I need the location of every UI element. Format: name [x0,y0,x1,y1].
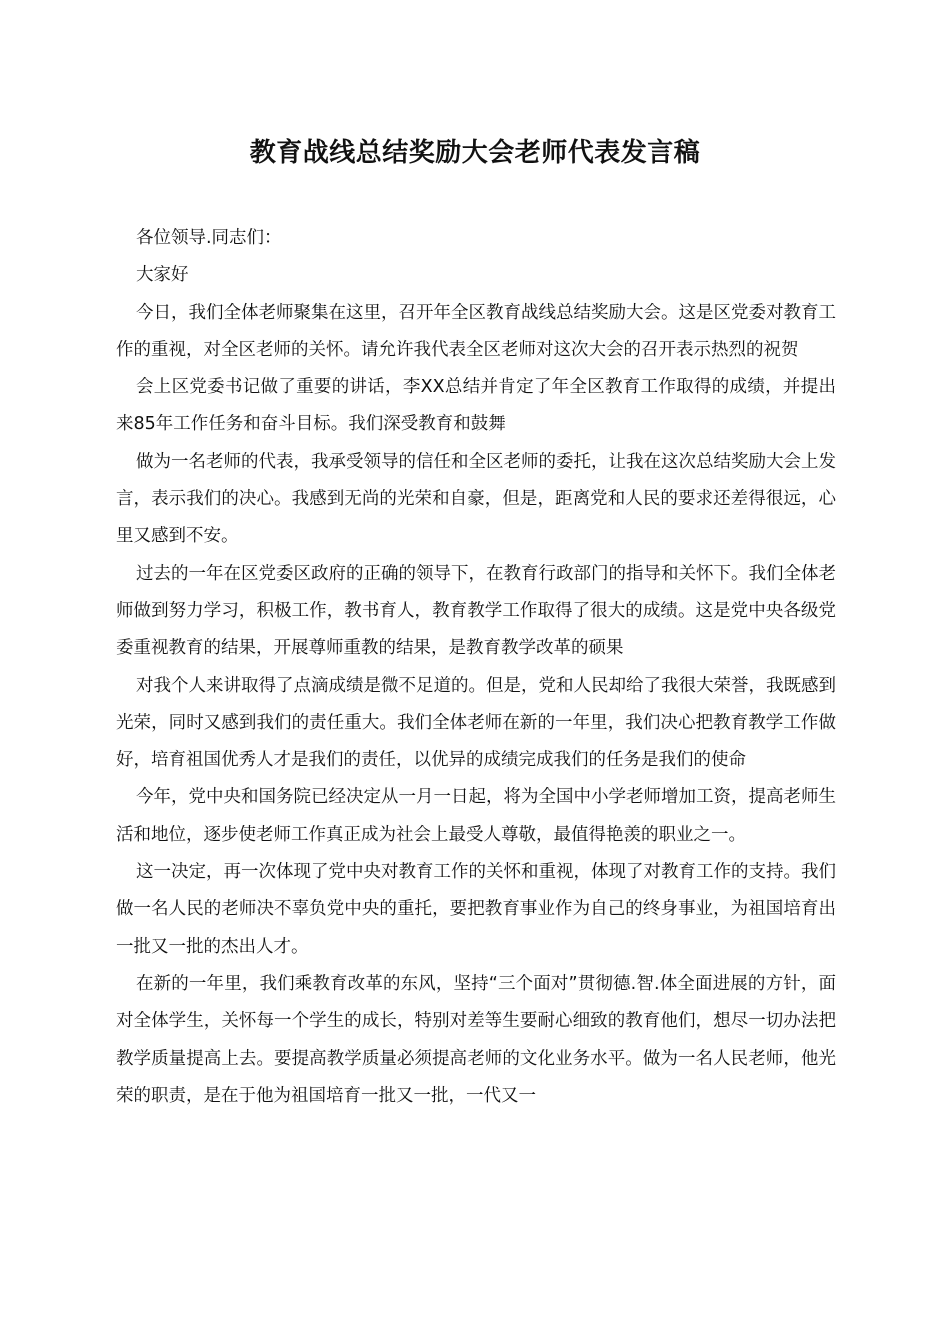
body-paragraph: 对我个人来讲取得了点滴成绩是微不足道的。但是，党和人民却给了我很大荣誉，我既感到光荣，同时又感到我们的责任重大。我们全体老师在新的一年里，我们决心把教育教学工作做好，培育祖国优秀人才是我们的责任，以优异的成绩完成我们的任务是我们的使命 [116,675,836,771]
body-paragraph: 今日，我们全体老师聚集在这里，召开年全区教育战线总结奖励大会。这是区党委对教育工作的重视，对全区老师的关怀。请允许我代表全区老师对这次大会的召开表示热烈的祝贺 [116,302,836,360]
body-paragraph: 今年，党中央和国务院已经决定从一月一日起，将为全国中小学老师增加工资，提高老师生活和地位，逐步使老师工作真正成为社会上最受人尊敬，最值得艳羡的职业之一。 [116,787,836,845]
body-paragraph: 会上区党委书记做了重要的讲话，李XX总结并肯定了年全区教育工作取得的成绩，并提出来85年工作任务和奋斗目标。我们深受教育和鼓舞 [116,377,836,435]
body-paragraph: 过去的一年在区党委区政府的正确的领导下，在教育行政部门的指导和关怀下。我们全体老师做到努力学习，积极工作，教书育人，教育教学工作取得了很大的成绩。这是党中央各级党委重视教育的结果，开展尊师重教的结果，是教育教学改革的硕果 [116,563,836,659]
body-paragraph: 做为一名老师的代表，我承受领导的信任和全区老师的委托，让我在这次总结奖励大会上发言，表示我们的决心。我感到无尚的光荣和自豪，但是，距离党和人民的要求还差得很远，心里又感到不安。 [116,451,836,547]
body-paragraph: 这一决定，再一次体现了党中央对教育工作的关怀和重视，体现了对教育工作的支持。我们做一名人民的老师决不辜负党中央的重托，要把教育事业作为自己的终身事业，为祖国培育出一批又一批的杰出人才。 [116,862,836,957]
body-paragraph: 在新的一年里，我们乘教育改革的东风，坚持“三个面对”贯彻德.智.体全面进展的方针，面对全体学生，关怀每一个学生的成长，特别对差等生要耐心细致的教育他们，想尽一切办法把教学质量提高上去。要提高教学质量必须提高老师的文化业务水平。做为一名人民老师，他光荣的职责，是在于他为祖国培育一批又一批，一代又一 [116,973,836,1106]
greeting-paragraph: 大家好 [136,265,189,286]
document-body [116,220,836,1115]
salutation-paragraph: 各位领导.同志们： [136,228,282,248]
document-title: 教育战线总结奖励大会老师代表发言稿 [249,138,701,168]
